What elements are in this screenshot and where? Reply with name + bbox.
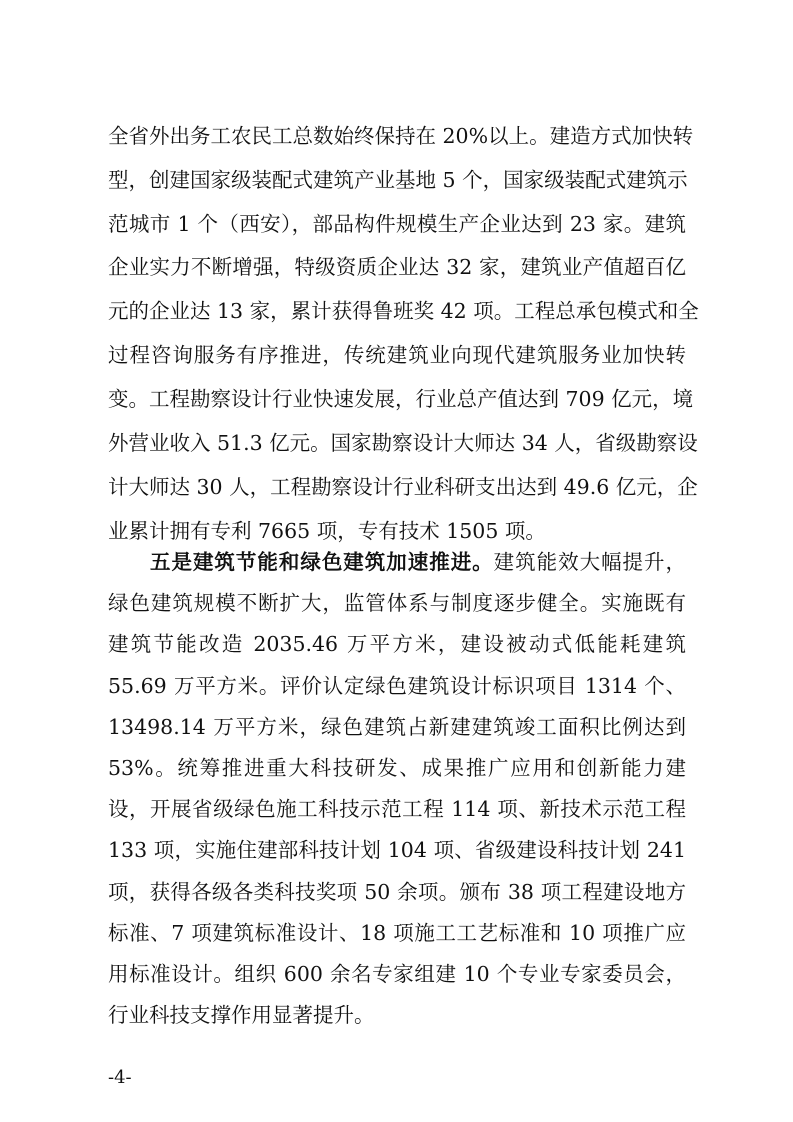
page-number: -4- — [108, 1067, 132, 1088]
text-line: 13498.14 万平方米，绿色建筑占新建建筑竣工面积比例达到 — [108, 715, 686, 739]
text-line: 范城市 1 个（西安），部品构件规模生产企业达到 23 家。建筑 — [108, 212, 686, 236]
text-line: 过程咨询服务有序推进，传统建筑业向现代建筑服务业加快转 — [108, 343, 686, 367]
paragraph-heading: 五是建筑节能和绿色建筑加速推进。 — [150, 550, 494, 574]
text-line: 标准、7 项建筑标准设计、18 项施工工艺标准和 10 项推广应 — [108, 921, 686, 945]
text-line: 55.69 万平方米。评价认定绿色建筑设计标识项目 1314 个、 — [108, 674, 686, 698]
text-line: 用标准设计。组织 600 余名专家组建 10 个专业专家委员会， — [108, 962, 686, 986]
text-line: 企业实力不断增强，特级资质企业达 32 家，建筑业产值超百亿 — [108, 255, 686, 279]
text-line: 元的企业达 13 家，累计获得鲁班奖 42 项。工程总承包模式和全 — [108, 299, 699, 323]
text-line: 外营业收入 51.3 亿元。国家勘察设计大师达 34 人，省级勘察设 — [108, 431, 698, 455]
text-line: 全省外出务工农民工总数始终保持在 20%以上。建造方式加快转 — [108, 124, 694, 148]
text-line: 型，创建国家级装配式建筑产业基地 5 个，国家级装配式建筑示 — [108, 168, 688, 192]
text-line: 53%。统筹推进重大科技研发、成果推广应用和创新能力建 — [108, 756, 686, 780]
text-line: 建筑节能改造 2035.46 万平方米，建设被动式低能耗建筑 — [108, 632, 686, 656]
text-line: 绿色建筑规模不断扩大，监管体系与制度逐步健全。实施既有 — [108, 591, 686, 615]
text-line: 项，获得各级各类科技奖项 50 余项。颁布 38 项工程建设地方 — [108, 880, 686, 904]
text-line: 行业科技支撑作用显著提升。 — [108, 1003, 375, 1027]
text-line: 设，开展省级绿色施工科技示范工程 114 项、新技术示范工程 — [108, 797, 686, 821]
text-line: 变。工程勘察设计行业快速发展，行业总产值达到 709 亿元，境 — [108, 387, 694, 411]
text-line — [150, 543, 686, 581]
heading-continuation: 建筑能效大幅提升， — [493, 550, 687, 574]
text-line: 计大师达 30 人，工程勘察设计行业科研支出达到 49.6 亿元，企 — [108, 475, 698, 499]
text-line: 业累计拥有专利 7665 项，专有技术 1505 项。 — [108, 519, 546, 543]
text-line: 133 项，实施住建部科技计划 104 项、省级建设科技计划 241 — [108, 838, 686, 862]
